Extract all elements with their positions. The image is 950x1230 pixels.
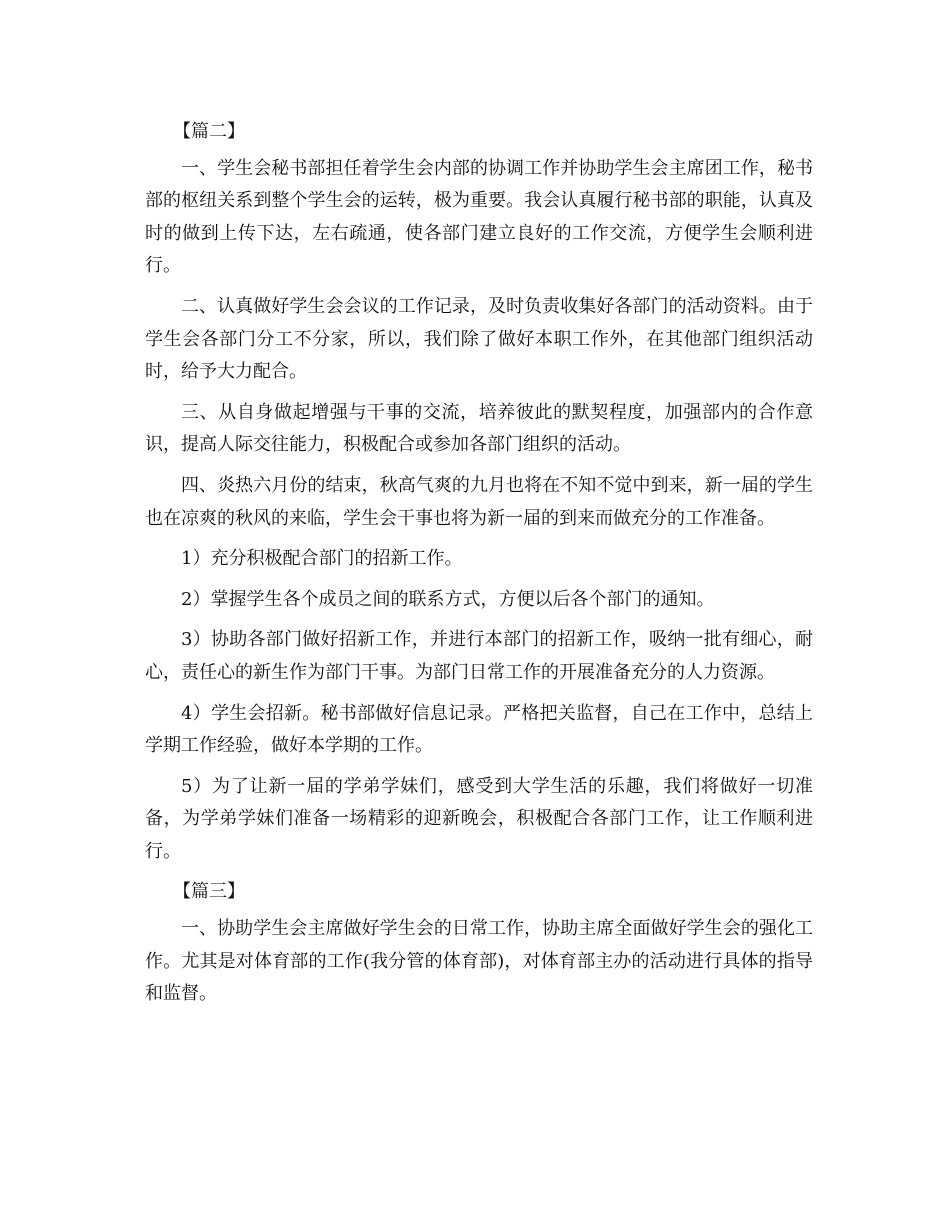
section-2: [145, 116, 813, 868]
section-heading: 【篇二】: [173, 121, 245, 142]
list-item: 5）为了让新一届的学弟学妹们，感受到大学生活的乐趣，我们将做好一切准备，为学弟学妹们准备一场精彩的迎新晚会，积极配合各部门工作，让工作顺利进行。: [145, 775, 813, 862]
list-item: 1）充分积极配合部门的招新工作。: [181, 548, 463, 570]
paragraph: 一、学生会秘书部担任着学生会内部的协调工作并协助学生会主席团工作，秘书部的枢纽关系到整个学生会的运转，极为重要。我会认真履行秘书部的职能，认真及时的做到上传下达，左右疏通，使各部门建立良好的工作交流，方便学生会顺利进行。: [145, 157, 813, 277]
list-item: 2）掌握学生各个成员之间的联系方式，方便以后各个部门的通知。: [181, 588, 715, 610]
section-3: [145, 876, 813, 1010]
paragraph: 四、炎热六月份的结束，秋高气爽的九月也将在不知不觉中到来，新一届的学生也在凉爽的秋风的来临，学生会干事也将为新一届的到来而做充分的工作准备。: [145, 474, 813, 529]
paragraph: 一、协助学生会主席做好学生会的日常工作，协助主席全面做好学生会的强化工作。尤其是对体育部的工作(我分管的体育部)，对体育部主办的活动进行具体的指导和监督。: [145, 918, 813, 1005]
document-body: [145, 116, 813, 1019]
paragraph: 二、认真做好学生会会议的工作记录，及时负责收集好各部门的活动资料。由于学生会各部门分工不分家，所以，我们除了做好本职工作外，在其他部门组织活动时，给予大力配合。: [145, 295, 813, 383]
section-heading: 【篇三】: [173, 881, 245, 903]
list-item: 4）学生会招新。秘书部做好信息记录。严格把关监督，自己在工作中，总结上学期工作经验，做好本学期的工作。: [145, 702, 813, 757]
paragraph: 三、从自身做起增强与干事的交流，培养彼此的默契程度，加强部内的合作意识，提高人际交往能力，积极配合或参加各部门组织的活动。: [145, 401, 813, 456]
list-item: 3）协助各部门做好招新工作，并进行本部门的招新工作，吸纳一批有细心，耐心，责任心的新生作为部门干事。为部门日常工作的开展准备充分的人力资源。: [145, 629, 813, 683]
